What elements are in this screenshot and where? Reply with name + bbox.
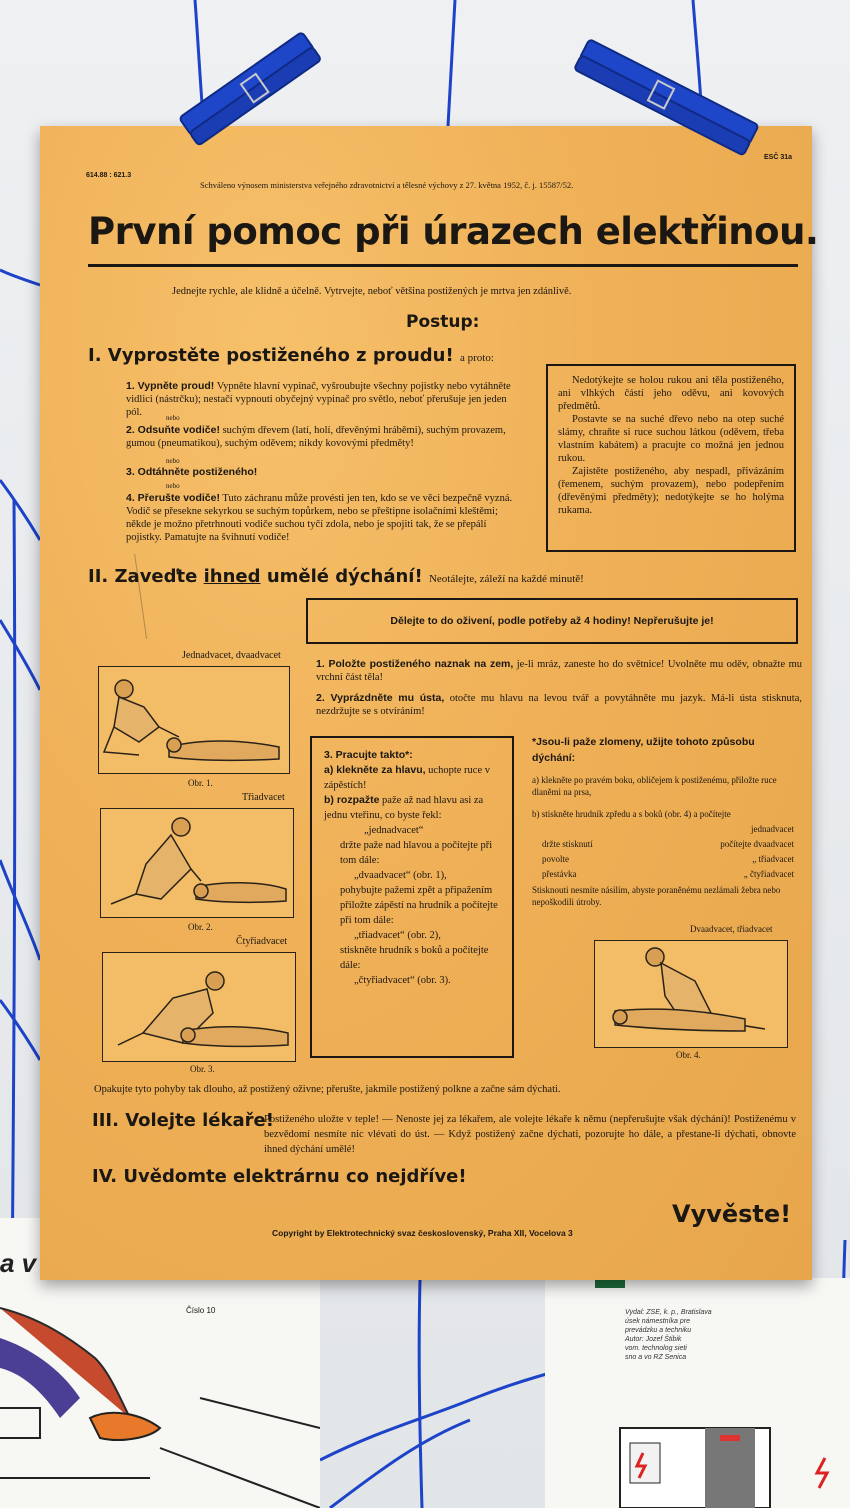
warning-box xyxy=(546,364,796,552)
lower-left-drawing xyxy=(0,1278,320,1508)
fig3-label: Čtyřiadvacet xyxy=(236,936,288,947)
section4-heading: IV. Uvědomte elektrárnu co nejdříve! xyxy=(92,1166,467,1187)
fig4-illustration xyxy=(594,940,788,1048)
fig1-label: Jednadvacet, dvaadvacet xyxy=(182,650,281,661)
lower-left-text: a v xyxy=(0,1248,37,1278)
count-4: „čtyřiadvacet“ (obr. 3). xyxy=(354,975,451,986)
approval-line: Schváleno výnosem ministerstva veřejného zdravotnictví a tělesné výchovy z 27. května 1952, č. j. 15587/52. xyxy=(200,180,574,190)
s1-step2-label: 2. Odsuňte vodiče! xyxy=(126,424,220,436)
s1-step4 xyxy=(126,492,520,544)
section2-title-a: II. Zaveďte xyxy=(88,566,198,587)
technique-a-text: uchopte ruce v zápěstích! xyxy=(324,765,490,791)
s1-step4-label: 4. Přerušte vodiče! xyxy=(126,492,220,504)
fig3-caption: Obr. 3. xyxy=(190,1064,215,1074)
or-word: nebo xyxy=(166,482,180,490)
fig4-caption: Obr. 4. xyxy=(676,1050,701,1060)
s1-step1-text: Vypněte hlavní vypinač, vyšroubujte všechny pojistky nebo vytáhněte vidlici (nástrčku); nestačí vypnouti obyčejný vypinač pro světlo, neboť přerušuje jen jeden pól. xyxy=(126,381,511,418)
fig2-caption: Obr. 2. xyxy=(188,922,213,932)
alt-row-left: přestávka xyxy=(542,869,577,879)
intro-line: Jednejte rychle, ale klidně a účelně. Vytrvejte, neboť většina postižených je mrtva jen zdánlivě. xyxy=(172,286,572,297)
credit-line: Vydal: ZSE, k. p., Bratislava xyxy=(625,1309,712,1316)
post-it-label: Vyvěste! xyxy=(672,1200,792,1228)
warning-p3: Zajistěte postiženého, aby nespadl, přivázáním (řemenem, suchým provazem), nebo podepřením (dřevěnými předměty); nedotýkejte se ho holýma rukama. xyxy=(558,466,784,516)
s1-step1-label: 1. Vypněte proud! xyxy=(126,380,215,392)
credit-line: úsek námestníka pre xyxy=(625,1318,690,1325)
s2-step2-label: 2. Vyprázdněte mu ústa, xyxy=(316,692,445,704)
s1-step2 xyxy=(126,424,520,450)
alt-note: Stisknouti nesmíte násilím, abyste poraněnému nezlámali žebra nebo nepoškodili útroby. xyxy=(532,885,781,907)
technique-t1: držte paže nad hlavou a počítejte při tom dále: xyxy=(340,840,493,866)
technique-content xyxy=(312,738,512,988)
alt-row xyxy=(542,822,794,837)
technique-b-text: paže až nad hlavu asi za jednu vteřinu, co byste řekl: xyxy=(324,795,484,821)
lower-right-drawing xyxy=(545,1408,850,1508)
credit-line: sno a vo RZ Senica xyxy=(625,1354,687,1361)
s2-step1-text: je-li mráz, zaneste ho do světnice! Uvolněte mu oděv, obnažte mu vrchní část těla! xyxy=(316,659,803,683)
code-left: 614.88 : 621.3 xyxy=(86,172,132,179)
fig1-caption: Obr. 1. xyxy=(188,778,213,788)
section3-heading: III. Volejte lékaře! xyxy=(92,1110,274,1131)
or-word: nebo xyxy=(166,414,180,422)
banner-text: Dělejte to do oživení, podle potřeby až 4 hodiny! Nepřerušujte je! xyxy=(390,615,714,627)
technique-title: 3. Pracujte takto*: xyxy=(324,749,413,761)
fig4-label: Dvaadvacet, třiadvacet xyxy=(690,924,773,934)
s2-step2 xyxy=(316,692,802,718)
alt-b: b) stiskněte hrudník zpředu a s boků (obr. 4) a počítejte xyxy=(532,809,731,819)
pencil-mark xyxy=(134,551,167,639)
procedure-heading: Postup: xyxy=(406,312,480,332)
code-right: ESČ 31a xyxy=(764,154,793,161)
warning-text xyxy=(548,366,794,525)
alt-a: a) klekněte po pravém boku, obličejem k postiženému, přiložte ruce dlaněmi na prsa, xyxy=(532,775,777,797)
section3-text: Postiženého uložte v teple! — Nenoste jej za lékařem, ale volejte lékaře k němu (nepřerušujte však dýchání)! Postiženému v bezvědomí nesmíte nic vlévati do úst. — Když postižený začne dýchati, pozorujte ho dále, a přestane-li dýchati, obnovte ihned dýchání umělé! xyxy=(264,1114,796,1155)
technique-t2: pohybujte pažemi zpět a připažením přiložte zápěstí na hrudník a počítejte při tom dále: xyxy=(340,885,498,926)
title-rule xyxy=(88,264,798,267)
section2-title-b: ihned xyxy=(203,566,261,587)
lower-right-credits xyxy=(625,1308,712,1362)
technique-t3: stiskněte hrudník s boků a počítejte dále: xyxy=(340,945,489,971)
credit-line: prevádzku a techniku xyxy=(625,1327,692,1334)
clothes-peg-left xyxy=(155,5,335,175)
fig1-illustration xyxy=(98,666,290,774)
s1-step2-text: suchým dřevem (latí, holí, dřevěnými hráběmi), suchým provazem, gumou (pneumatikou), suchým oděvem; nikdy kovovými předměty! xyxy=(126,425,506,449)
alt-row-right: „ třiadvacet xyxy=(752,854,794,864)
warning-p1: Nedotýkejte se holou rukou ani těla postiženého, ani vlhkých částí jeho oděvu, ani kovových předmětů. xyxy=(558,375,784,412)
alt-row-right: počítejte dvaadvacet xyxy=(720,839,794,849)
section1-heading xyxy=(88,345,494,366)
repeat-line: Opakujte tyto pohyby tak dlouho, až postižený oživne; přerušte, jakmile postižený polkne a začne sám dýchati. xyxy=(94,1084,561,1095)
count-1: „jednadvacet“ xyxy=(364,825,424,836)
section2-heading xyxy=(88,566,584,587)
first-aid-poster xyxy=(40,126,819,1280)
fig3-illustration xyxy=(102,952,296,1062)
s2-step2-text: otočte mu hlavu na levou tvář a povytáhněte mu jazyk. Má-li ústa stisknuta, nezdržujte se s otvíráním! xyxy=(316,693,803,717)
technique-box xyxy=(310,736,514,1058)
section2-title-c: umělé dýchání! xyxy=(266,566,423,587)
s2-step1 xyxy=(316,658,802,684)
credit-line: vom. technolog sieti xyxy=(625,1345,687,1352)
count-2: „dvaadvacet“ (obr. 1), xyxy=(354,870,447,881)
section2-suffix: Neotálejte, záleží na každé minutě! xyxy=(428,573,584,585)
s1-step3-label: 3. Odtáhněte postiženého! xyxy=(126,466,258,478)
fig2-label: Třiadvacet xyxy=(242,792,285,803)
copyright-line: Copyright by Elektrotechnický svaz československý, Praha XII, Vocelova 3 xyxy=(272,1228,573,1238)
alt-row xyxy=(542,852,794,867)
clothes-peg-right xyxy=(560,30,770,170)
alt-row xyxy=(542,837,794,852)
alt-row-right: „ čtyřiadvacet xyxy=(743,869,794,879)
lower-left-cislo: Číslo 10 xyxy=(186,1306,216,1315)
technique-b-label: b) rozpažte xyxy=(324,794,380,806)
alt-title: *Jsou-li paže zlomeny, užijte tohoto způsobu dýchání: xyxy=(532,736,755,764)
alt-row-right: jednadvacet xyxy=(751,824,794,834)
warning-p2: Postavte se na suché dřevo nebo na otep suché slámy, chraňte si ruce suchou látkou (oděvem, třeba vlastním kabátem) a pracujte co možná jen jednou rukou. xyxy=(558,414,784,464)
lower-right-poster xyxy=(545,1278,850,1508)
credit-line: Autor: Jozef Štibik xyxy=(625,1336,682,1343)
alt-row xyxy=(542,867,794,882)
section1-suffix: a proto: xyxy=(459,352,494,364)
s1-step1 xyxy=(126,380,520,419)
s1-step3 xyxy=(126,466,520,479)
or-word: nebo xyxy=(166,457,180,465)
poster-title: První pomoc při úrazech elektřinou. xyxy=(88,210,819,253)
technique-a xyxy=(324,763,502,793)
count-3: „třiadvacet“ (obr. 2), xyxy=(354,930,441,941)
alt-row-left: povolte xyxy=(542,854,569,864)
alt-rows xyxy=(542,822,794,882)
alt-row-left: držte stisknutí xyxy=(542,839,593,849)
section1-title: I. Vyprostěte postiženého z proudu! xyxy=(88,345,454,366)
s1-step4-text: Tuto záchranu může provésti jen ten, kdo se ve věci bezpečně vyzná. Vodič se přesekne sekyrkou se suchým topůrkem, nebo se přeštipne isolačními kleštěmi; někde je možno přetrhnouti vodiče suchou tyčí zdola, nebo je spojiti tak, že se přepálí pojistky. Pamatujte na švihnutí vodiče! xyxy=(126,493,513,543)
technique-b xyxy=(324,793,502,823)
fig2-illustration xyxy=(100,808,294,918)
technique-a-label: a) klekněte za hlavu, xyxy=(324,764,426,776)
s2-step1-label: 1. Položte postiženého naznak na zem, xyxy=(316,658,514,670)
banner-box xyxy=(306,598,798,644)
